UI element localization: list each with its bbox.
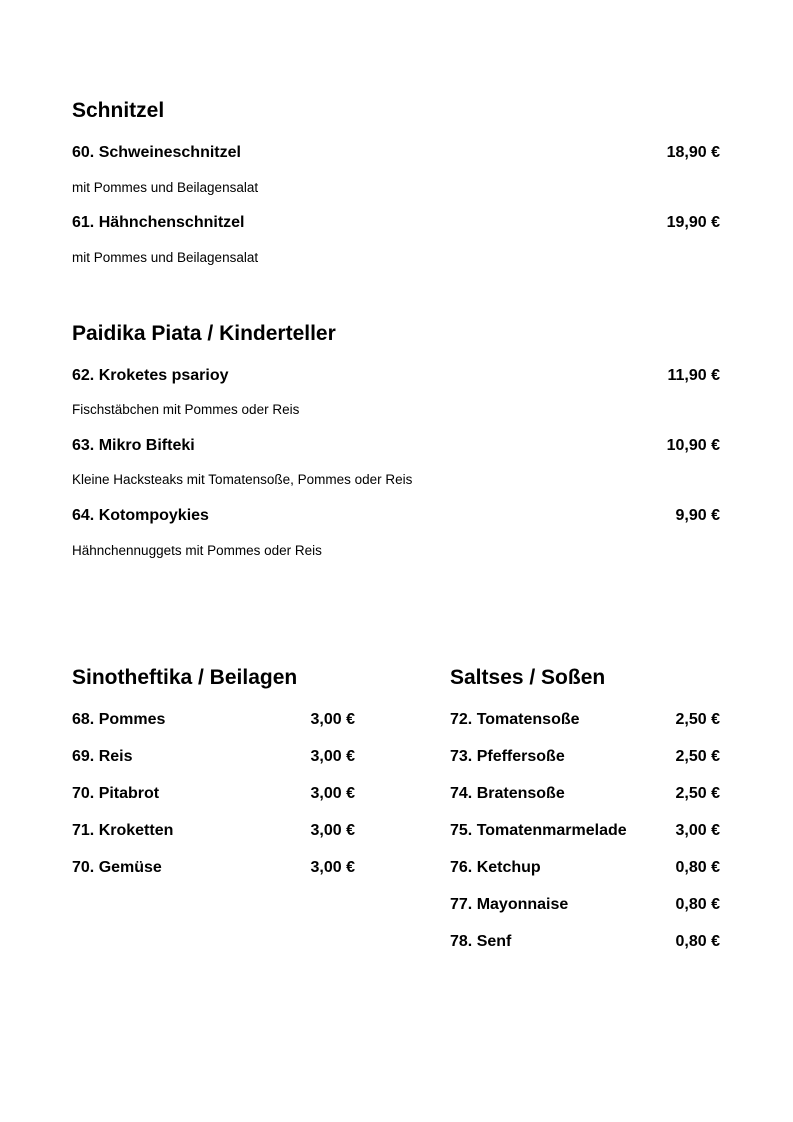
menu-item-price: 10,90 € [666, 437, 720, 454]
sauce-item-name: 74. Bratensoße [450, 785, 565, 802]
menu-item-description: mit Pommes und Beilagensalat [72, 250, 259, 265]
menu-item-price: 11,90 € [667, 367, 720, 384]
sauce-item-price: 2,50 € [675, 748, 720, 765]
side-item-name: 68. Pommes [72, 711, 166, 728]
side-item-name: 70. Gemüse [72, 859, 162, 876]
section-heading-beilagen: Sinotheftika / Beilagen [72, 666, 298, 689]
menu-item-description: Kleine Hacksteaks mit Tomatensoße, Pommes oder Reis [72, 472, 413, 487]
side-item-name: 69. Reis [72, 748, 133, 765]
section-heading-kinderteller: Paidika Piata / Kinderteller [72, 322, 336, 345]
side-item-price: 3,00 € [310, 748, 355, 765]
sauce-item-name: 75. Tomatenmarmelade [450, 822, 627, 839]
menu-item-description: Hähnchennuggets mit Pommes oder Reis [72, 543, 322, 558]
menu-item-name: 63. Mikro Bifteki [72, 437, 195, 454]
menu-item-description: mit Pommes und Beilagensalat [72, 180, 259, 195]
sauce-item-price: 0,80 € [675, 933, 720, 950]
side-item-name: 71. Kroketten [72, 822, 174, 839]
section-heading-sossen: Saltses / Soßen [450, 666, 606, 689]
side-item-name: 70. Pitabrot [72, 785, 160, 802]
menu-item-price: 9,90 € [675, 507, 720, 524]
sauce-item-price: 3,00 € [675, 822, 720, 839]
sauce-item-price: 0,80 € [675, 859, 720, 876]
menu-item-name: 64. Kotompoykies [72, 507, 209, 524]
menu-item-name: 60. Schweineschnitzel [72, 144, 241, 161]
sauce-item-name: 72. Tomatensoße [450, 711, 580, 728]
sauce-item-price: 2,50 € [675, 711, 720, 728]
sauce-item-name: 78. Senf [450, 933, 512, 950]
menu-item-price: 18,90 € [666, 144, 720, 161]
menu-item-description: Fischstäbchen mit Pommes oder Reis [72, 402, 300, 417]
menu-item-name: 61. Hähnchenschnitzel [72, 214, 245, 231]
side-item-price: 3,00 € [310, 859, 355, 876]
sauce-item-name: 77. Mayonnaise [450, 896, 569, 913]
side-item-price: 3,00 € [310, 785, 355, 802]
section-heading-schnitzel: Schnitzel [72, 99, 165, 122]
sauce-item-price: 2,50 € [675, 785, 720, 802]
sauce-item-name: 76. Ketchup [450, 859, 541, 876]
menu-item-name: 62. Kroketes psarioy [72, 367, 229, 384]
sauce-item-price: 0,80 € [675, 896, 720, 913]
sauce-item-name: 73. Pfeffersoße [450, 748, 565, 765]
menu-item-price: 19,90 € [666, 214, 720, 231]
side-item-price: 3,00 € [310, 711, 355, 728]
side-item-price: 3,00 € [310, 822, 355, 839]
